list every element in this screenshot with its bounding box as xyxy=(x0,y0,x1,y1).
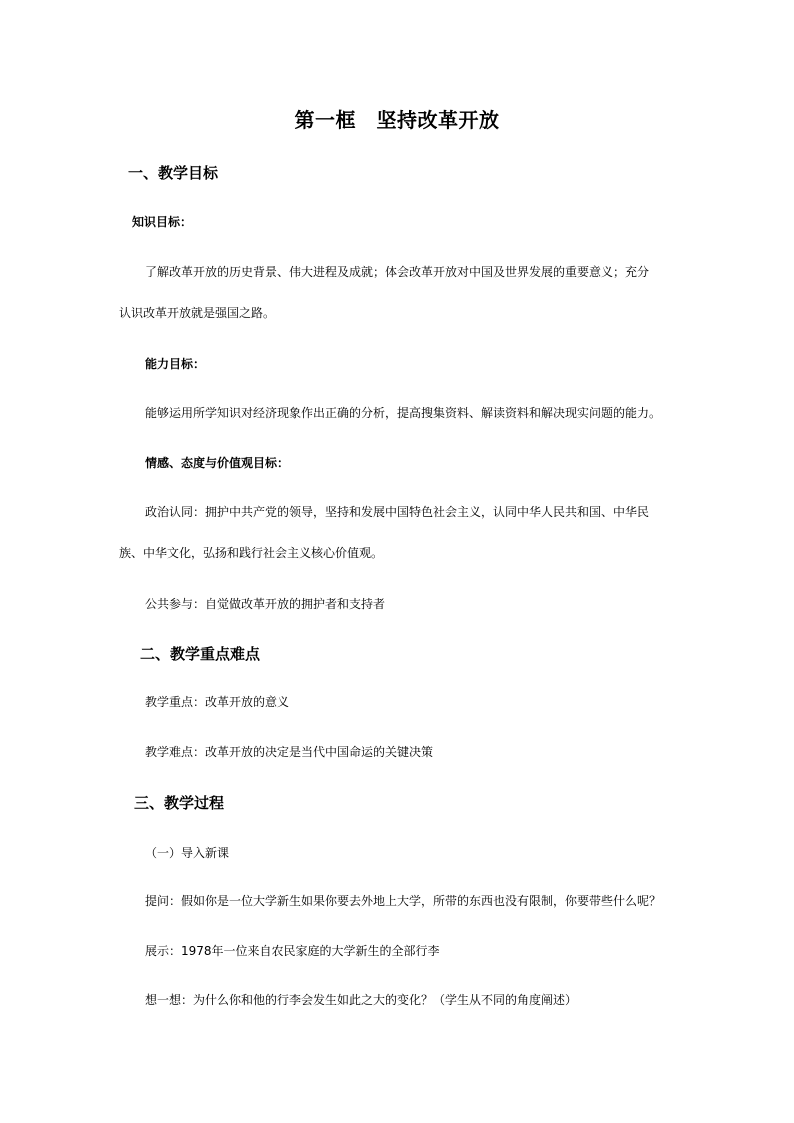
page-title: 第一框 坚持改革开放 xyxy=(294,108,500,132)
think-text: 想一想：为什么你和他的行李会发生如此之大的变化？（学生从不同的角度阐述） xyxy=(145,993,578,1007)
knowledge-goals-text-line-1: 了解改革开放的历史背景、伟大进程及成就；体会改革开放对中国及世界发展的重要意义；充分 xyxy=(145,265,650,279)
political-identity-text-line-2: 族、中华文化，弘扬和践行社会主义核心价值观。 xyxy=(119,546,384,560)
label-emotion-goals: 情感、态度与价值观目标： xyxy=(145,456,290,470)
question-text: 提问：假如你是一位大学新生如果你要去外地上大学，所带的东西也没有限制，你要带些什么呢？ xyxy=(145,894,662,908)
teaching-difficulty-text: 教学难点：改革开放的决定是当代中国命运的关键决策 xyxy=(145,745,434,759)
heading-key-points: 二、教学重点难点 xyxy=(140,645,261,663)
label-ability-goals: 能力目标： xyxy=(145,357,206,371)
public-participation-text: 公共参与：自觉做改革开放的拥护者和支持者 xyxy=(145,597,386,611)
heading-teaching-goals: 一、教学目标 xyxy=(128,164,219,182)
heading-teaching-process: 三、教学过程 xyxy=(134,794,225,812)
knowledge-goals-text-line-2: 认识改革开放就是强国之路。 xyxy=(119,306,276,320)
show-text: 展示：1978年一位来自农民家庭的大学新生的全部行李 xyxy=(145,944,440,958)
label-knowledge-goals: 知识目标： xyxy=(132,215,193,229)
ability-goals-text: 能够运用所学知识对经济现象作出正确的分析，提高搜集资料、解读资料和解决现实问题的能力。 xyxy=(145,406,662,420)
sub-heading-introduction: （一）导入新课 xyxy=(145,846,230,860)
teaching-focus-text: 教学重点：改革开放的意义 xyxy=(145,695,290,709)
political-identity-text-line-1: 政治认同：拥护中共产党的领导，坚持和发展中国特色社会主义，认同中华人民共和国、中华民 xyxy=(145,505,650,519)
